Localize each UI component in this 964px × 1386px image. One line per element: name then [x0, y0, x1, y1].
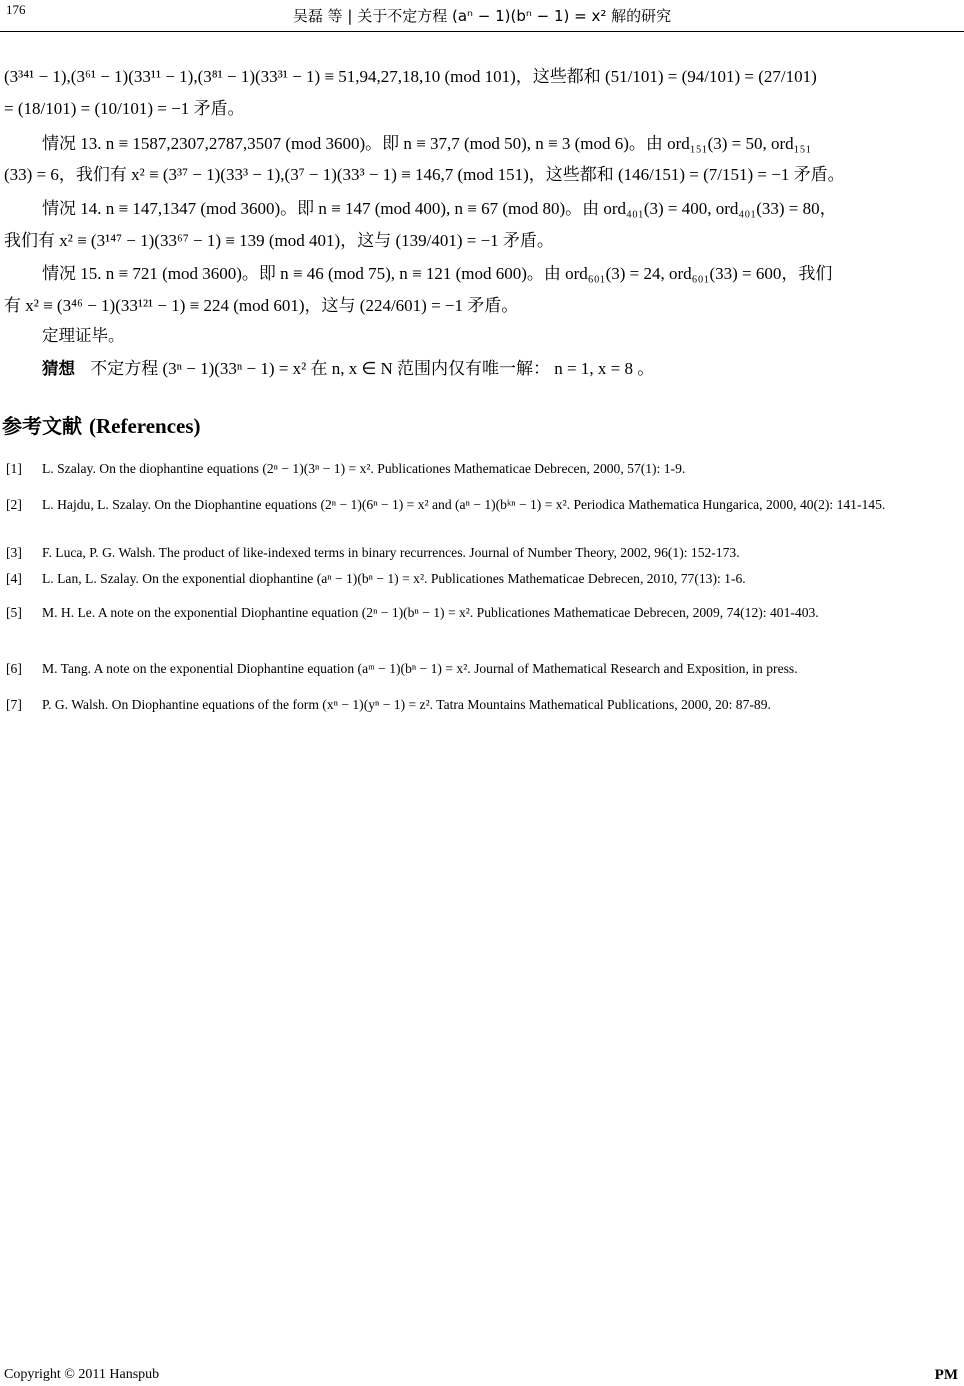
- reference-text: L. Hajdu, L. Szalay. On the Diophantine equations (2ⁿ − 1)(6ⁿ − 1) = x² and (aⁿ − 1)(bᵏⁿ − 1) = x². Periodica Mathematica Hungarica, 2000, 40(2): 141-145.: [42, 497, 886, 512]
- reference-number: [2]: [6, 497, 22, 512]
- reference-text: L. Lan, L. Szalay. On the exponential diophantine (aⁿ − 1)(bⁿ − 1) = x². Publicationes Mathematicae Debrecen, 2010, 77(13): 1-6.: [42, 571, 746, 586]
- reference-number: [7]: [6, 697, 22, 712]
- body-line: 情况 14. n ≡ 147,1347 (mod 3600)。即 n ≡ 147 (mod 400), n ≡ 67 (mod 80)。由 ord₄₀₁(3) = 400, ord₄₀₁(33) = 80，: [42, 199, 837, 218]
- footer-copyright: Copyright © 2011 Hanspub: [4, 1367, 160, 1382]
- body-line: (3³⁴¹ − 1),(3⁶¹ − 1)(33¹¹ − 1),(3⁸¹ − 1)(33³¹ − 1) ≡ 51,94,27,18,10 (mod 101)，这些都和 (51/101) = (94/101) = (27/101): [4, 67, 817, 86]
- body-line: 情况 13. n ≡ 1587,2307,2787,3507 (mod 3600)。即 n ≡ 37,7 (mod 50), n ≡ 3 (mod 6)。由 ord₁₅₁(3) = 50, ord₁₅₁: [42, 134, 812, 153]
- reference-number: [4]: [6, 571, 22, 586]
- references-heading: [2, 410, 201, 439]
- reference-text: M. Tang. A note on the exponential Diophantine equation (aᵐ − 1)(bⁿ − 1) = x². Journal of Mathematical Research and Exposition, in press.: [42, 661, 798, 676]
- body-line: 我们有 x² ≡ (3¹⁴⁷ − 1)(33⁶⁷ − 1) ≡ 139 (mod 401)，这与 (139/401) = −1 矛盾。: [4, 231, 554, 250]
- conjecture-label: 猜想: [42, 359, 75, 378]
- running-header: 吴磊 等 | 关于不定方程 (aⁿ − 1)(bⁿ − 1) = x² 解的研究: [292, 7, 672, 25]
- footer-publisher: PM: [934, 1367, 958, 1383]
- reference-text: P. G. Walsh. On Diophantine equations of the form (xⁿ − 1)(yⁿ − 1) = z². Tatra Mountains Mathematical Publications, 2000, 20: 87-89.: [42, 697, 771, 712]
- reference-number: [5]: [6, 605, 22, 620]
- page-number: 176: [6, 2, 26, 17]
- header-rule: [0, 31, 964, 32]
- reference-text: M. H. Le. A note on the exponential Diophantine equation (2ⁿ − 1)(bⁿ − 1) = x². Publicationes Mathematicae Debrecen, 2009, 74(12): 401-403.: [42, 605, 819, 620]
- proof-end: 定理证毕。: [42, 326, 125, 345]
- reference-text: L. Szalay. On the diophantine equations (2ⁿ − 1)(3ⁿ − 1) = x². Publicationes Mathematicae Debrecen, 2000, 57(1): 1-9.: [42, 461, 686, 476]
- body-line: 有 x² ≡ (3⁴⁶ − 1)(33¹²¹ − 1) ≡ 224 (mod 601)，这与 (224/601) = −1 矛盾。: [4, 296, 519, 315]
- references-heading-en: (References): [88, 414, 201, 438]
- reference-text: F. Luca, P. G. Walsh. The product of like-indexed terms in binary recurrences. Journal of Number Theory, 2002, 96(1): 152-173.: [42, 545, 740, 560]
- body-line: 情况 15. n ≡ 721 (mod 3600)。即 n ≡ 46 (mod 75), n ≡ 121 (mod 600)。由 ord₆₀₁(3) = 24, ord₆₀₁(33) = 600，我们: [42, 264, 833, 283]
- references-heading-zh: 参考文献: [2, 414, 82, 438]
- conjecture: [42, 354, 654, 379]
- reference-number: [6]: [6, 661, 22, 676]
- body-line: = (18/101) = (10/101) = −1 矛盾。: [4, 99, 245, 118]
- conjecture-text: 不定方程 (3ⁿ − 1)(33ⁿ − 1) = x² 在 n, x ∈ N 范围内仅有唯一解： n = 1, x = 8 。: [90, 359, 655, 378]
- reference-number: [3]: [6, 545, 22, 560]
- body-line: (33) = 6，我们有 x² ≡ (3³⁷ − 1)(33³ − 1),(3⁷ − 1)(33³ − 1) ≡ 146,7 (mod 151)，这些都和 (146/151) = (7/151) = −1 矛盾。: [4, 165, 845, 184]
- reference-number: [1]: [6, 461, 22, 476]
